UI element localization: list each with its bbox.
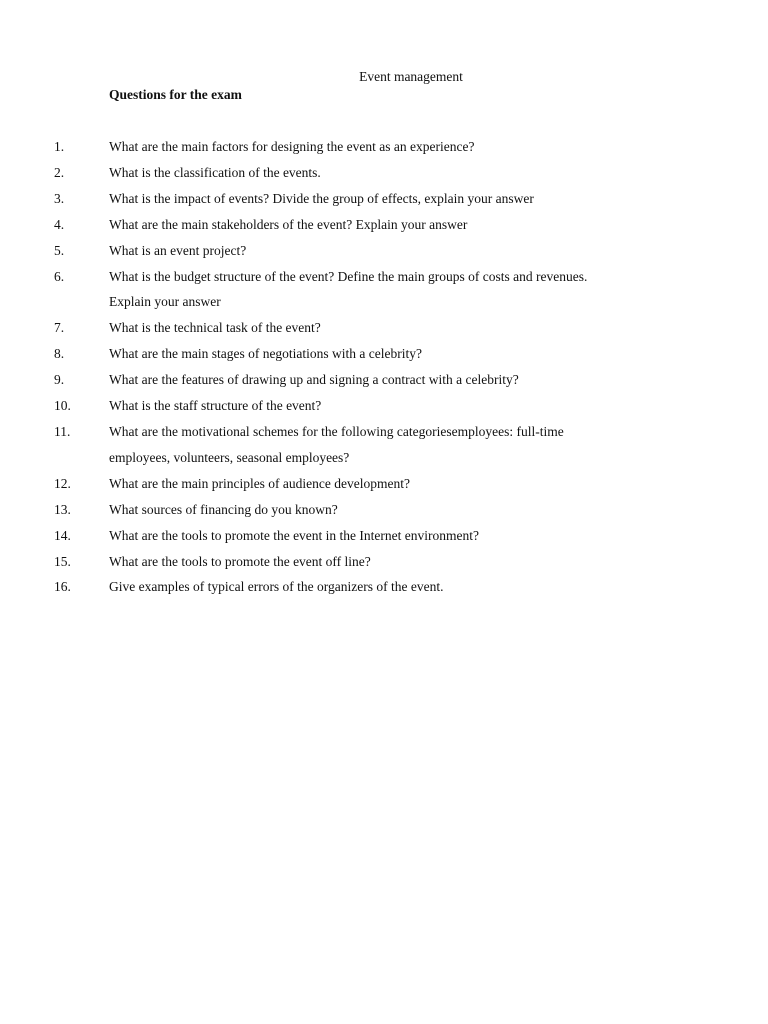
question-number: 1. [54, 139, 65, 154]
question-text-line: What is the staff structure of the event? [109, 398, 322, 414]
question-number: 10. [54, 398, 71, 414]
question-number: 3. [54, 190, 65, 206]
question-number: 11. [54, 423, 71, 439]
question-text-line: What are the main principles of audience development? [109, 475, 410, 491]
question-item-5 [0, 238, 768, 264]
question-number: 15. [54, 553, 71, 569]
question-text-line: employees, volunteers, seasonal employees? [109, 449, 350, 465]
question-number: 6. [54, 268, 65, 284]
document-subtitle: Questions for the exam [109, 87, 242, 102]
question-text-line: What is the technical task of the event? [109, 320, 321, 336]
question-item-9 [0, 367, 768, 393]
question-item-11 [0, 419, 768, 471]
question-item-16 [0, 574, 768, 600]
question-text-line: What are the main stages of negotiations with a celebrity? [109, 346, 423, 362]
question-item-6 [0, 264, 768, 316]
question-item-10 [0, 393, 768, 419]
question-item-8 [0, 341, 768, 367]
question-text-line: What are the tools to promote the event in the Internet environment? [109, 527, 479, 543]
question-number: 8. [54, 346, 65, 362]
question-text-line: Give examples of typical errors of the organizers of the event. [109, 579, 444, 595]
document-title: Event management [359, 69, 463, 84]
question-item-7 [0, 315, 768, 341]
question-item-13 [0, 497, 768, 523]
question-item-4 [0, 212, 768, 238]
question-item-3 [0, 186, 768, 212]
question-number: 16. [54, 579, 71, 595]
question-text-line: What is the impact of events? Divide the group of effects, explain your answer [109, 190, 534, 206]
question-list [0, 134, 768, 600]
question-text-line: What are the motivational schemes for the following categoriesemployees: full-time [109, 423, 564, 439]
question-number: 2. [54, 164, 65, 180]
question-item-15 [0, 549, 768, 575]
question-item-2 [0, 160, 768, 186]
question-text-line: What are the main factors for designing the event as an experience? [109, 139, 475, 154]
question-number: 13. [54, 501, 71, 517]
question-number: 4. [54, 216, 65, 232]
question-item-12 [0, 471, 768, 497]
question-number: 7. [54, 320, 65, 336]
question-text-line: What sources of financing do you known? [109, 501, 338, 517]
question-number: 12. [54, 475, 71, 491]
question-text-line: What is the classification of the events. [109, 164, 321, 180]
question-item-14 [0, 523, 768, 549]
question-text-line: What is the budget structure of the event? Define the main groups of costs and revenues. [109, 268, 588, 284]
question-text-line: What is an event project? [109, 242, 247, 258]
question-text-line: Explain your answer [109, 294, 221, 310]
question-number: 14. [54, 527, 71, 543]
question-text-line: What are the main stakeholders of the event? Explain your answer [109, 216, 468, 232]
question-item-1 [0, 134, 768, 160]
question-text-line: What are the features of drawing up and signing a contract with a celebrity? [109, 372, 519, 388]
question-number: 5. [54, 242, 65, 258]
question-number: 9. [54, 372, 65, 388]
question-text-line: What are the tools to promote the event off line? [109, 553, 371, 569]
